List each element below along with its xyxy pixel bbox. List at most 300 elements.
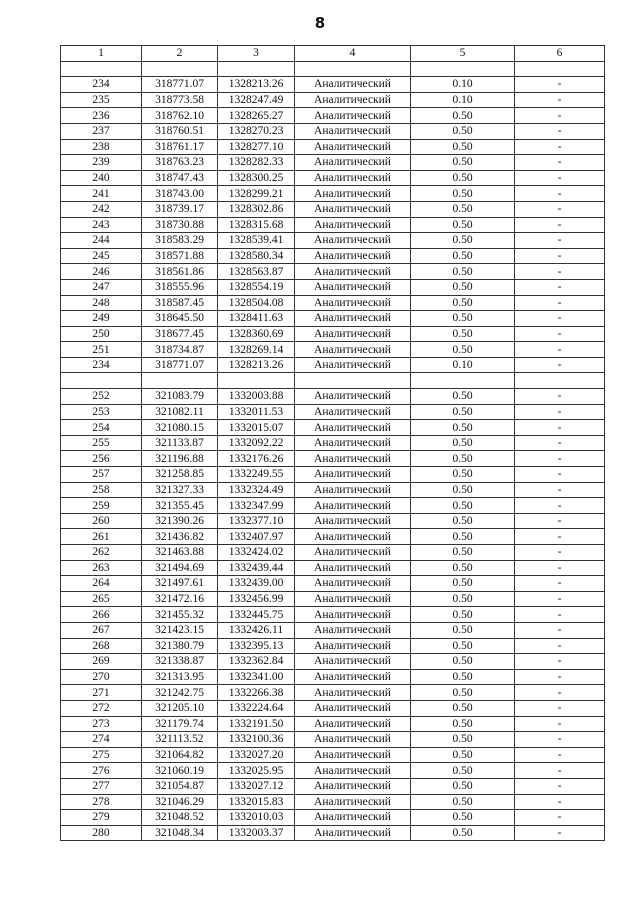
table-cell: 1332015.07 (218, 420, 295, 436)
table-cell: - (515, 810, 605, 826)
table-cell (411, 61, 515, 77)
table-cell: 318760.51 (142, 123, 218, 139)
table-cell: 0.50 (411, 248, 515, 264)
table-cell: 0.10 (411, 357, 515, 373)
table-row (61, 669, 605, 685)
table-cell: Аналитический (295, 435, 411, 451)
table-cell: 0.50 (411, 467, 515, 483)
table-cell: 0.50 (411, 186, 515, 202)
table-cell: 321472.16 (142, 591, 218, 607)
table-cell: - (515, 108, 605, 124)
table-cell: Аналитический (295, 357, 411, 373)
table-cell: 0.50 (411, 685, 515, 701)
table-cell: 1332439.44 (218, 560, 295, 576)
table-cell: - (515, 123, 605, 139)
table-cell: Аналитический (295, 576, 411, 592)
table-cell: 0.50 (411, 810, 515, 826)
table-cell: Аналитический (295, 248, 411, 264)
table-cell: Аналитический (295, 654, 411, 670)
table-cell: - (515, 92, 605, 108)
table-cell: 321494.69 (142, 560, 218, 576)
table-cell: 1328277.10 (218, 139, 295, 155)
table-cell: 243 (61, 217, 142, 233)
table-cell (142, 373, 218, 389)
table-cell: 1332010.03 (218, 810, 295, 826)
table-row (61, 123, 605, 139)
table-cell: 0.50 (411, 233, 515, 249)
table-cell: 321083.79 (142, 389, 218, 405)
table-cell: 0.50 (411, 435, 515, 451)
table-row (61, 295, 605, 311)
table-cell: 257 (61, 467, 142, 483)
table-cell: - (515, 311, 605, 327)
table-cell: 1332092.22 (218, 435, 295, 451)
table-cell: Аналитический (295, 139, 411, 155)
table-cell: 1328265.27 (218, 108, 295, 124)
table-cell: 321242.75 (142, 685, 218, 701)
table-cell: 0.50 (411, 279, 515, 295)
table-cell: 246 (61, 264, 142, 280)
table-row (61, 435, 605, 451)
table-cell: 0.50 (411, 591, 515, 607)
table-cell: 0.50 (411, 545, 515, 561)
table-cell: 0.50 (411, 342, 515, 358)
table-cell: - (515, 482, 605, 498)
table-cell: 280 (61, 825, 142, 841)
table-cell: - (515, 622, 605, 638)
table-cell: 1332027.20 (218, 747, 295, 763)
table-cell: Аналитический (295, 233, 411, 249)
table-cell: 1332362.84 (218, 654, 295, 670)
table-cell: - (515, 545, 605, 561)
table-cell: - (515, 77, 605, 93)
table-cell: Аналитический (295, 108, 411, 124)
table-cell: 1328270.23 (218, 123, 295, 139)
table-cell: 0.10 (411, 92, 515, 108)
table-row (61, 357, 605, 373)
table-cell (411, 373, 515, 389)
table-row (61, 139, 605, 155)
table-cell: 241 (61, 186, 142, 202)
table-cell: Аналитический (295, 591, 411, 607)
table-cell: Аналитический (295, 217, 411, 233)
header-cell: 6 (515, 46, 605, 62)
table-cell: - (515, 186, 605, 202)
table-cell: 321423.15 (142, 622, 218, 638)
table-cell: 1332407.97 (218, 529, 295, 545)
table-row (61, 747, 605, 763)
table-cell: 1332456.99 (218, 591, 295, 607)
table-row (61, 92, 605, 108)
table-cell: Аналитический (295, 763, 411, 779)
table-cell: - (515, 560, 605, 576)
table-row (61, 794, 605, 810)
page-number: 8 (314, 14, 326, 32)
table-cell: 318561.86 (142, 264, 218, 280)
table-cell: 240 (61, 170, 142, 186)
table-cell: 1332003.88 (218, 389, 295, 405)
table-cell (142, 61, 218, 77)
table-row (61, 420, 605, 436)
table-row (61, 607, 605, 623)
table-cell: 1332249.55 (218, 467, 295, 483)
table-cell: 0.50 (411, 326, 515, 342)
table-cell: Аналитический (295, 545, 411, 561)
table-cell (295, 61, 411, 77)
table-cell: - (515, 389, 605, 405)
table-cell: 321196.88 (142, 451, 218, 467)
table-cell: 0.50 (411, 763, 515, 779)
table-cell: 242 (61, 201, 142, 217)
table-cell: Аналитический (295, 311, 411, 327)
table-cell: 1332445.75 (218, 607, 295, 623)
table-row (61, 264, 605, 280)
table-cell: 318771.07 (142, 77, 218, 93)
table-row (61, 311, 605, 327)
table-cell: Аналитический (295, 513, 411, 529)
table-cell: 0.50 (411, 638, 515, 654)
table-cell: 0.50 (411, 607, 515, 623)
table-cell: Аналитический (295, 669, 411, 685)
table-row (61, 778, 605, 794)
table-cell (515, 373, 605, 389)
table-cell: - (515, 607, 605, 623)
table-cell: - (515, 591, 605, 607)
table-cell: 321258.85 (142, 467, 218, 483)
table-cell: 1328299.21 (218, 186, 295, 202)
table-cell: 236 (61, 108, 142, 124)
table-cell: 1328302.86 (218, 201, 295, 217)
table-cell: 253 (61, 404, 142, 420)
table-row (61, 700, 605, 716)
table-cell: 277 (61, 778, 142, 794)
table-row (61, 513, 605, 529)
table-cell: 1332011.53 (218, 404, 295, 420)
table-cell: 0.50 (411, 654, 515, 670)
table-cell: 247 (61, 279, 142, 295)
table-cell: 272 (61, 700, 142, 716)
table-row (61, 342, 605, 358)
table-cell: Аналитический (295, 155, 411, 171)
table-cell: - (515, 404, 605, 420)
table-row (61, 763, 605, 779)
coordinates-table (60, 45, 605, 841)
table-cell: - (515, 529, 605, 545)
table-cell: Аналитический (295, 467, 411, 483)
table-cell: 255 (61, 435, 142, 451)
table-cell: 321463.88 (142, 545, 218, 561)
table-cell: 318583.29 (142, 233, 218, 249)
table-cell: - (515, 700, 605, 716)
table-cell: 0.50 (411, 295, 515, 311)
table-cell: 1328213.26 (218, 77, 295, 93)
table-cell: Аналитический (295, 607, 411, 623)
table-cell: 0.50 (411, 622, 515, 638)
table-cell: 265 (61, 591, 142, 607)
table-cell: 1328411.63 (218, 311, 295, 327)
table-cell: 0.50 (411, 482, 515, 498)
table-row (61, 576, 605, 592)
table-cell: 321355.45 (142, 498, 218, 514)
table-cell: 0.50 (411, 139, 515, 155)
table-cell: 321436.82 (142, 529, 218, 545)
table-row (61, 810, 605, 826)
table-cell: 321205.10 (142, 700, 218, 716)
table-row (61, 685, 605, 701)
table-cell: 250 (61, 326, 142, 342)
table-cell: 1332176.26 (218, 451, 295, 467)
table-cell (61, 373, 142, 389)
table-cell: 270 (61, 669, 142, 685)
table-row (61, 186, 605, 202)
table-cell: - (515, 279, 605, 295)
table-cell: - (515, 295, 605, 311)
table-cell: Аналитический (295, 404, 411, 420)
table-cell: - (515, 638, 605, 654)
table-cell: 318734.87 (142, 342, 218, 358)
table-cell: Аналитический (295, 389, 411, 405)
table-cell: - (515, 139, 605, 155)
table-cell: 0.50 (411, 155, 515, 171)
table-cell: 0.50 (411, 108, 515, 124)
table-cell: 318762.10 (142, 108, 218, 124)
table-cell: 268 (61, 638, 142, 654)
table-cell: 1328563.87 (218, 264, 295, 280)
table-cell: 251 (61, 342, 142, 358)
table-cell: - (515, 498, 605, 514)
table-cell: - (515, 217, 605, 233)
table-cell: 1332341.00 (218, 669, 295, 685)
table-row (61, 825, 605, 841)
table-cell: 1328315.68 (218, 217, 295, 233)
table-row (61, 108, 605, 124)
table-cell: - (515, 685, 605, 701)
table-cell: - (515, 342, 605, 358)
table-row (61, 545, 605, 561)
table-cell: 1328360.69 (218, 326, 295, 342)
table-cell: 261 (61, 529, 142, 545)
table-cell: 0.50 (411, 264, 515, 280)
table-cell: 1328504.08 (218, 295, 295, 311)
table-cell: 1332424.02 (218, 545, 295, 561)
table-cell: 318730.88 (142, 217, 218, 233)
header-cell: 1 (61, 46, 142, 62)
table-cell: 256 (61, 451, 142, 467)
table-cell: - (515, 264, 605, 280)
table-cell: Аналитический (295, 342, 411, 358)
table-cell: Аналитический (295, 622, 411, 638)
table-cell: 1332395.13 (218, 638, 295, 654)
table-cell: - (515, 201, 605, 217)
table-row (61, 638, 605, 654)
table-cell: 0.50 (411, 794, 515, 810)
table-cell: - (515, 794, 605, 810)
table-row (61, 732, 605, 748)
table-cell: Аналитический (295, 529, 411, 545)
table-cell: Аналитический (295, 747, 411, 763)
table-cell: 263 (61, 560, 142, 576)
table-cell: 318743.00 (142, 186, 218, 202)
table-cell: Аналитический (295, 794, 411, 810)
table-cell: 321380.79 (142, 638, 218, 654)
table-cell: 278 (61, 794, 142, 810)
table-cell: - (515, 669, 605, 685)
table-cell: 0.50 (411, 778, 515, 794)
table-cell: 0.50 (411, 669, 515, 685)
table-cell: Аналитический (295, 638, 411, 654)
table-cell: 279 (61, 810, 142, 826)
table-cell: - (515, 763, 605, 779)
table-cell: 0.50 (411, 716, 515, 732)
table-cell: 321046.29 (142, 794, 218, 810)
table-cell: Аналитический (295, 186, 411, 202)
table-cell: 0.50 (411, 576, 515, 592)
table-cell: 1332324.49 (218, 482, 295, 498)
table-cell: 321054.87 (142, 778, 218, 794)
table-cell: 267 (61, 622, 142, 638)
table-row (61, 498, 605, 514)
table-cell: 321060.19 (142, 763, 218, 779)
table-cell: 1332439.00 (218, 576, 295, 592)
table-cell: 264 (61, 576, 142, 592)
table-cell: 0.50 (411, 123, 515, 139)
table-cell: 321390.26 (142, 513, 218, 529)
table-cell: 318645.50 (142, 311, 218, 327)
table-cell: 318587.45 (142, 295, 218, 311)
table-cell: 321497.61 (142, 576, 218, 592)
table-cell: 258 (61, 482, 142, 498)
table-cell: Аналитический (295, 295, 411, 311)
table-cell: Аналитический (295, 92, 411, 108)
table-row (61, 716, 605, 732)
separator-row (61, 61, 605, 77)
table-cell: 1328213.26 (218, 357, 295, 373)
table-cell: 321133.87 (142, 435, 218, 451)
table-row (61, 622, 605, 638)
table-cell: 0.50 (411, 498, 515, 514)
table-row (61, 482, 605, 498)
table-cell: - (515, 732, 605, 748)
table-cell: 234 (61, 77, 142, 93)
table-cell: 0.50 (411, 825, 515, 841)
table-cell: Аналитический (295, 700, 411, 716)
table-cell: 266 (61, 607, 142, 623)
table-cell: 238 (61, 139, 142, 155)
table-cell: 0.50 (411, 451, 515, 467)
table-cell: 318555.96 (142, 279, 218, 295)
table-cell: Аналитический (295, 201, 411, 217)
table-cell: 273 (61, 716, 142, 732)
table-cell: 1332191.50 (218, 716, 295, 732)
table-cell (61, 61, 142, 77)
table-cell: 1332027.12 (218, 778, 295, 794)
table-cell: 318739.17 (142, 201, 218, 217)
table-cell: 321313.95 (142, 669, 218, 685)
header-cell: 2 (142, 46, 218, 62)
header-row (61, 46, 605, 62)
table-cell: - (515, 357, 605, 373)
table-cell: 321080.15 (142, 420, 218, 436)
table-cell: 0.50 (411, 217, 515, 233)
table-row (61, 217, 605, 233)
table-cell: 1328300.25 (218, 170, 295, 186)
header-cell: 5 (411, 46, 515, 62)
table-cell: Аналитический (295, 279, 411, 295)
table-cell: 0.50 (411, 404, 515, 420)
table-cell: 237 (61, 123, 142, 139)
table-cell: - (515, 435, 605, 451)
table-row (61, 326, 605, 342)
table-cell: Аналитический (295, 810, 411, 826)
table-row (61, 654, 605, 670)
table-cell: 318571.88 (142, 248, 218, 264)
table-cell: 0.50 (411, 529, 515, 545)
table-cell: Аналитический (295, 326, 411, 342)
table-cell: - (515, 513, 605, 529)
table-cell: - (515, 170, 605, 186)
table-cell: Аналитический (295, 264, 411, 280)
table-cell: 262 (61, 545, 142, 561)
table-cell: 321064.82 (142, 747, 218, 763)
table-cell: Аналитический (295, 825, 411, 841)
table-cell: 321338.87 (142, 654, 218, 670)
table-cell: 235 (61, 92, 142, 108)
table-row (61, 170, 605, 186)
table-cell: 321048.34 (142, 825, 218, 841)
table-cell: - (515, 778, 605, 794)
table-cell: 1332426.11 (218, 622, 295, 638)
table-cell: 1328539.41 (218, 233, 295, 249)
table-row (61, 404, 605, 420)
table-cell: Аналитический (295, 451, 411, 467)
table-cell: 321113.52 (142, 732, 218, 748)
table-cell: 269 (61, 654, 142, 670)
table-cell: - (515, 233, 605, 249)
table-cell: - (515, 451, 605, 467)
table-cell: 321179.74 (142, 716, 218, 732)
table-cell: Аналитический (295, 123, 411, 139)
table-cell: 1332377.10 (218, 513, 295, 529)
table-cell: 0.50 (411, 170, 515, 186)
table-cell: - (515, 248, 605, 264)
table-row (61, 560, 605, 576)
table-cell: 0.10 (411, 77, 515, 93)
table-cell: 1332015.83 (218, 794, 295, 810)
table-cell: 0.50 (411, 311, 515, 327)
table-cell: - (515, 467, 605, 483)
table-row (61, 467, 605, 483)
table-cell: 318773.58 (142, 92, 218, 108)
table-row (61, 451, 605, 467)
table-cell: 249 (61, 311, 142, 327)
table-row (61, 233, 605, 249)
table-cell: 254 (61, 420, 142, 436)
table-row (61, 201, 605, 217)
table-cell: 259 (61, 498, 142, 514)
table-row (61, 77, 605, 93)
table-cell: 0.50 (411, 420, 515, 436)
table-cell: 244 (61, 233, 142, 249)
table-row (61, 248, 605, 264)
table-cell: 321327.33 (142, 482, 218, 498)
table-cell (218, 61, 295, 77)
table-cell: 271 (61, 685, 142, 701)
table-cell: 1328580.34 (218, 248, 295, 264)
table-cell: 318677.45 (142, 326, 218, 342)
table-cell: 0.50 (411, 201, 515, 217)
table-cell: 260 (61, 513, 142, 529)
table-cell: Аналитический (295, 716, 411, 732)
